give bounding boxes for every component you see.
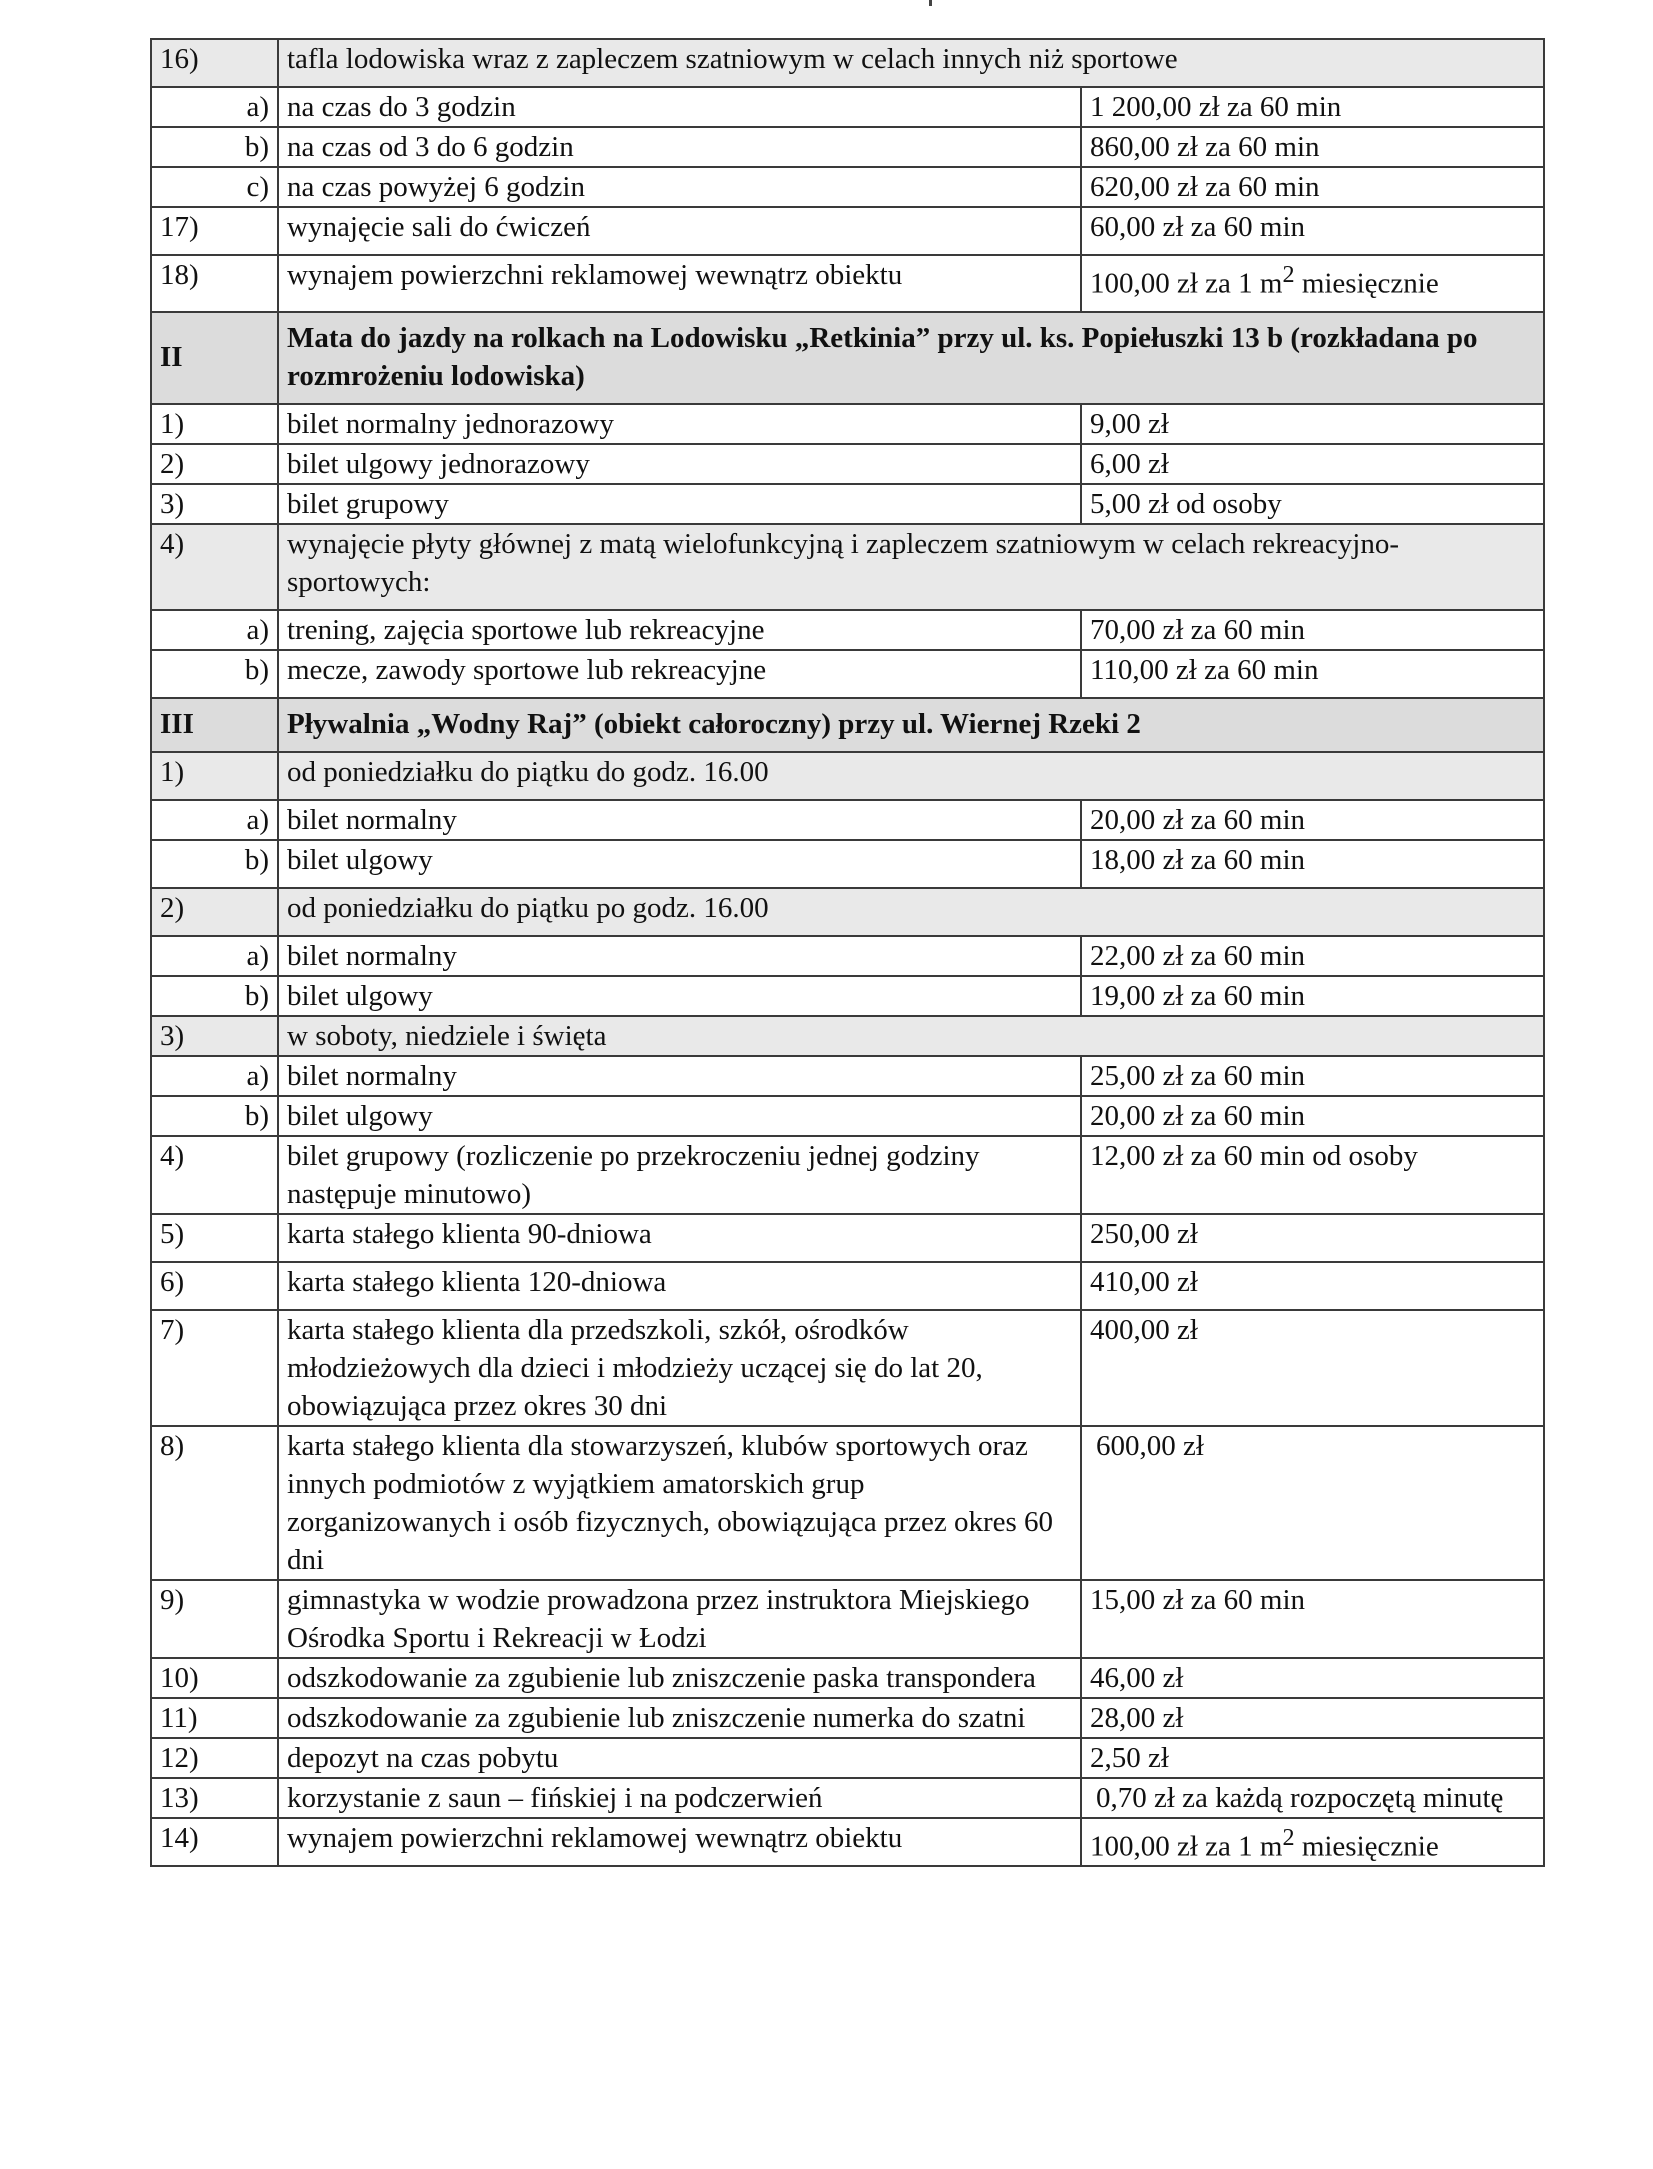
table-row <box>151 1698 1544 1738</box>
row-letter: b) <box>151 127 278 167</box>
row-description: bilet normalny <box>278 1056 1081 1096</box>
row-price: 860,00 zł za 60 min <box>1081 127 1544 167</box>
table-row <box>151 1580 1544 1658</box>
table-row-sub <box>151 87 1544 127</box>
row-price: 20,00 zł za 60 min <box>1081 800 1544 840</box>
row-number: 3) <box>151 1016 278 1056</box>
row-price: 400,00 zł <box>1081 1310 1544 1426</box>
row-number: 16) <box>151 39 278 87</box>
table-row-head <box>151 39 1544 87</box>
section-header-row <box>151 698 1544 752</box>
row-number: 7) <box>151 1310 278 1426</box>
row-description: odszkodowanie za zgubienie lub zniszczenie paska transpondera <box>278 1658 1081 1698</box>
row-price: 25,00 zł za 60 min <box>1081 1056 1544 1096</box>
row-description: wynajęcie sali do ćwiczeń <box>278 207 1081 255</box>
row-number: 4) <box>151 1136 278 1214</box>
table-row <box>151 1310 1544 1426</box>
table-row-sub <box>151 936 1544 976</box>
row-description: bilet grupowy (rozliczenie po przekroczeniu jednej godziny następuje minutowo) <box>278 1136 1081 1214</box>
price-superscript: 2 <box>1282 1823 1295 1851</box>
row-description: od poniedziałku do piątku po godz. 16.00 <box>278 888 1544 936</box>
row-price: 18,00 zł za 60 min <box>1081 840 1544 888</box>
row-number: 9) <box>151 1580 278 1658</box>
price-text: 100,00 zł za 1 m <box>1090 267 1283 300</box>
row-description: korzystanie z saun – fińskiej i na podczerwień <box>278 1778 1081 1818</box>
row-description: bilet ulgowy jednorazowy <box>278 444 1081 484</box>
row-price: 46,00 zł <box>1081 1658 1544 1698</box>
table-row <box>151 1658 1544 1698</box>
row-letter: a) <box>151 936 278 976</box>
row-description: bilet grupowy <box>278 484 1081 524</box>
row-letter: b) <box>151 976 278 1016</box>
row-number: 2) <box>151 888 278 936</box>
row-number: 13) <box>151 1778 278 1818</box>
row-price: 60,00 zł za 60 min <box>1081 207 1544 255</box>
row-price: 2,50 zł <box>1081 1738 1544 1778</box>
row-description: tafla lodowiska wraz z zapleczem szatniowym w celach innych niż sportowe <box>278 39 1544 87</box>
row-price: 250,00 zł <box>1081 1214 1544 1262</box>
row-price: 12,00 zł za 60 min od osoby <box>1081 1136 1544 1214</box>
table-row <box>151 1214 1544 1262</box>
table-row <box>151 1738 1544 1778</box>
table-row-sub <box>151 1096 1544 1136</box>
row-price: 9,00 zł <box>1081 404 1544 444</box>
row-price: 1 200,00 zł za 60 min <box>1081 87 1544 127</box>
table-row <box>151 207 1544 255</box>
row-description: wynajem powierzchni reklamowej wewnątrz obiektu <box>278 1818 1081 1867</box>
section-header-row <box>151 312 1544 404</box>
row-description: bilet normalny <box>278 800 1081 840</box>
row-description: wynajęcie płyty głównej z matą wielofunkcyjną i zapleczem szatniowym w celach rekreacyjno-sportowych: <box>278 524 1544 610</box>
section-title: Pływalnia „Wodny Raj” (obiekt całoroczny) przy ul. Wiernej Rzeki 2 <box>278 698 1544 752</box>
row-price: 28,00 zł <box>1081 1698 1544 1738</box>
row-number: 12) <box>151 1738 278 1778</box>
table-row-sub <box>151 1056 1544 1096</box>
row-number: 10) <box>151 1658 278 1698</box>
table-row <box>151 404 1544 444</box>
row-description: bilet normalny <box>278 936 1081 976</box>
row-number: 5) <box>151 1214 278 1262</box>
table-row-head <box>151 1016 1544 1056</box>
table-row-head <box>151 888 1544 936</box>
table-row-sub <box>151 650 1544 698</box>
row-description: bilet ulgowy <box>278 840 1081 888</box>
row-price: 22,00 zł za 60 min <box>1081 936 1544 976</box>
row-description: na czas powyżej 6 godzin <box>278 167 1081 207</box>
row-letter: a) <box>151 610 278 650</box>
section-title: Mata do jazdy na rolkach na Lodowisku „Retkinia” przy ul. ks. Popiełuszki 13 b (rozkładana po rozmrożeniu lodowiska) <box>278 312 1544 404</box>
row-letter: b) <box>151 1096 278 1136</box>
row-number: 8) <box>151 1426 278 1580</box>
row-price: 15,00 zł za 60 min <box>1081 1580 1544 1658</box>
page-top-tick <box>929 0 932 6</box>
row-description: bilet ulgowy <box>278 976 1081 1016</box>
table-row <box>151 1136 1544 1214</box>
row-price <box>1081 1818 1544 1867</box>
row-letter: a) <box>151 87 278 127</box>
row-price: 0,70 zł za każdą rozpoczętą minutę <box>1081 1778 1544 1818</box>
table-row <box>151 484 1544 524</box>
table-row-head <box>151 524 1544 610</box>
price-superscript: 2 <box>1282 261 1295 288</box>
row-price: 20,00 zł za 60 min <box>1081 1096 1544 1136</box>
row-number: 1) <box>151 404 278 444</box>
row-description: na czas do 3 godzin <box>278 87 1081 127</box>
row-description: bilet normalny jednorazowy <box>278 404 1081 444</box>
row-price: 600,00 zł <box>1081 1426 1544 1580</box>
table-row-sub <box>151 610 1544 650</box>
table-row-sub <box>151 127 1544 167</box>
table-row-sub <box>151 840 1544 888</box>
row-letter: b) <box>151 650 278 698</box>
row-price: 70,00 zł za 60 min <box>1081 610 1544 650</box>
row-number: 14) <box>151 1818 278 1867</box>
row-number: 17) <box>151 207 278 255</box>
row-number: 4) <box>151 524 278 610</box>
row-description: od poniedziałku do piątku do godz. 16.00 <box>278 752 1544 800</box>
table-row <box>151 1426 1544 1580</box>
row-number: 6) <box>151 1262 278 1310</box>
row-price <box>1081 255 1544 312</box>
row-description: bilet ulgowy <box>278 1096 1081 1136</box>
row-letter: a) <box>151 1056 278 1096</box>
price-text-suffix: miesięcznie <box>1294 1830 1439 1863</box>
table-row-sub <box>151 800 1544 840</box>
row-letter: a) <box>151 800 278 840</box>
row-description: karta stałego klienta dla przedszkoli, szkół, ośrodków młodzieżowych dla dzieci i młodzieży uczącej się do lat 20, obowiązująca przez okres 30 dni <box>278 1310 1081 1426</box>
table-row-sub <box>151 167 1544 207</box>
row-description: w soboty, niedziele i święta <box>278 1016 1544 1056</box>
row-number: 18) <box>151 255 278 312</box>
table-row-head <box>151 752 1544 800</box>
row-description: karta stałego klienta 120-dniowa <box>278 1262 1081 1310</box>
section-number: II <box>151 312 278 404</box>
row-price: 620,00 zł za 60 min <box>1081 167 1544 207</box>
price-list-table <box>150 38 1545 1867</box>
row-description: wynajem powierzchni reklamowej wewnątrz obiektu <box>278 255 1081 312</box>
row-price: 5,00 zł od osoby <box>1081 484 1544 524</box>
price-text: 100,00 zł za 1 m <box>1090 1830 1283 1863</box>
row-description: trening, zajęcia sportowe lub rekreacyjne <box>278 610 1081 650</box>
row-price: 410,00 zł <box>1081 1262 1544 1310</box>
row-number: 2) <box>151 444 278 484</box>
row-number: 3) <box>151 484 278 524</box>
row-number: 1) <box>151 752 278 800</box>
row-description: odszkodowanie za zgubienie lub zniszczenie numerka do szatni <box>278 1698 1081 1738</box>
row-price: 110,00 zł za 60 min <box>1081 650 1544 698</box>
table-row <box>151 255 1544 312</box>
row-number: 11) <box>151 1698 278 1738</box>
row-letter: c) <box>151 167 278 207</box>
row-description: karta stałego klienta 90-dniowa <box>278 1214 1081 1262</box>
row-description: gimnastyka w wodzie prowadzona przez instruktora Miejskiego Ośrodka Sportu i Rekreacji w Łodzi <box>278 1580 1081 1658</box>
row-description: depozyt na czas pobytu <box>278 1738 1081 1778</box>
section-number: III <box>151 698 278 752</box>
price-text-suffix: miesięcznie <box>1294 267 1439 300</box>
row-price: 19,00 zł za 60 min <box>1081 976 1544 1016</box>
table-row <box>151 1778 1544 1818</box>
table-row-sub <box>151 976 1544 1016</box>
table-row <box>151 444 1544 484</box>
row-letter: b) <box>151 840 278 888</box>
row-price: 6,00 zł <box>1081 444 1544 484</box>
row-description: na czas od 3 do 6 godzin <box>278 127 1081 167</box>
table-row <box>151 1262 1544 1310</box>
row-description: mecze, zawody sportowe lub rekreacyjne <box>278 650 1081 698</box>
table-row <box>151 1818 1544 1867</box>
row-description: karta stałego klienta dla stowarzyszeń, klubów sportowych oraz innych podmiotów z wyjątkiem amatorskich grup zorganizowanych i osób fizycznych, obowiązująca przez okres 60 dni <box>278 1426 1081 1580</box>
